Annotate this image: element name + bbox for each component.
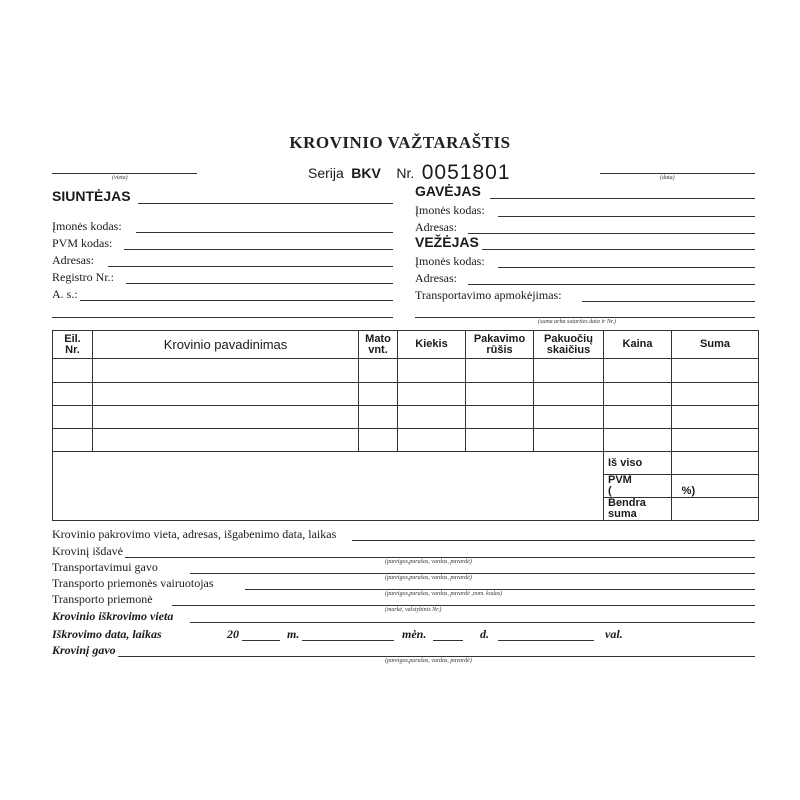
receiver-address-label: Adresas:	[415, 220, 457, 234]
unloading-place-line[interactable]	[190, 622, 755, 623]
total-value[interactable]	[672, 452, 759, 475]
vehicle-line[interactable]	[172, 605, 755, 606]
sender-address-line[interactable]	[108, 266, 393, 267]
received-for-transport-caption: (pareigos,parašas, vardas, pavardė)	[385, 575, 472, 581]
loading-place-label: Krovinio pakrovimo vieta, adresas, išgabenimo data, laikas	[52, 527, 337, 541]
month-line[interactable]	[302, 640, 394, 641]
carrier-company-code-label: Įmonės kodas:	[415, 254, 485, 268]
table-row[interactable]	[53, 383, 759, 406]
issued-by-caption: (pareigos,parašas, vardas, pavardė)	[385, 559, 472, 565]
date-caption: (data)	[660, 175, 675, 181]
grand-total-value[interactable]	[672, 498, 759, 521]
year-prefix: 20	[227, 627, 239, 641]
vehicle-caption: (markė, valstybinis Nr.)	[385, 607, 442, 613]
loading-place-line[interactable]	[352, 540, 755, 541]
series-line	[308, 160, 511, 184]
received-for-transport-line[interactable]	[190, 573, 755, 574]
time-line[interactable]	[498, 640, 594, 641]
document-number: 0051801	[421, 161, 511, 184]
document-title: KROVINIO VAŽTARAŠTIS	[289, 133, 511, 152]
col-header-sum: Suma	[672, 331, 759, 359]
sender-registry-label: Registro Nr.:	[52, 270, 114, 284]
goods-table	[52, 330, 759, 521]
carrier-heading: VEŽĖJAS	[415, 234, 479, 250]
sender-vat-code-line[interactable]	[124, 249, 393, 250]
driver-caption: (pareigos,parašas, vardas, pavardė ,nom. kodas)	[385, 591, 503, 597]
transport-payment-extra-line[interactable]	[415, 317, 755, 318]
table-row[interactable]	[53, 429, 759, 452]
vat-label: PVM ( %)	[604, 475, 672, 498]
receiver-heading: GAVĖJAS	[415, 183, 481, 199]
sender-company-code-label: Įmonės kodas:	[52, 219, 122, 233]
table-row[interactable]	[53, 359, 759, 383]
year-suffix: m.	[287, 627, 300, 641]
receiver-company-code-label: Įmonės kodas:	[415, 203, 485, 217]
month-label: mėn.	[402, 627, 427, 641]
transport-payment-label: Transportavimo apmokėjimas:	[415, 288, 562, 302]
col-header-name: Krovinio pavadinimas	[93, 331, 359, 359]
year-line[interactable]	[242, 640, 280, 641]
vat-row	[53, 475, 759, 498]
series-label: Serija	[308, 165, 344, 181]
col-header-price: Kaina	[604, 331, 672, 359]
table-row[interactable]	[53, 406, 759, 429]
sender-heading: SIUNTĖJAS	[52, 188, 131, 204]
grand-total-row	[53, 498, 759, 521]
col-header-eil: Eil. Nr.	[53, 331, 93, 359]
unloading-place-label: Krovinio iškrovimo vieta	[52, 609, 174, 623]
grand-total-label: Bendra suma	[604, 498, 672, 521]
received-for-transport-label: Transportavimui gavo	[52, 560, 158, 574]
place-caption: (vieta)	[112, 175, 128, 181]
driver-line[interactable]	[245, 589, 755, 590]
col-header-quantity: Kiekis	[398, 331, 466, 359]
received-by-caption: (pareigos,parašas, vardas, pavardė)	[385, 658, 472, 664]
col-header-package-count: Pakuočių skaičius	[534, 331, 604, 359]
issued-by-label: Krovinį išdavė	[52, 544, 123, 558]
sender-registry-line[interactable]	[126, 283, 393, 284]
carrier-address-line[interactable]	[468, 284, 755, 285]
driver-label: Transporto priemonės vairuotojas	[52, 576, 214, 590]
col-header-unit: Mato vnt.	[359, 331, 398, 359]
unloading-date-label: Iškrovimo data, laikas	[52, 627, 162, 641]
received-by-line[interactable]	[118, 656, 755, 657]
time-label: val.	[605, 627, 623, 641]
carrier-company-code-line[interactable]	[498, 267, 755, 268]
issued-by-line[interactable]	[125, 557, 755, 558]
series-value: BKV	[351, 165, 381, 181]
sender-line[interactable]	[138, 203, 393, 204]
day-label: d.	[480, 627, 489, 641]
sender-account-line[interactable]	[80, 300, 393, 301]
table-header-row	[53, 331, 759, 359]
received-by-label: Krovinį gavo	[52, 643, 116, 657]
total-label: Iš viso	[604, 452, 672, 475]
total-row	[53, 452, 759, 475]
vehicle-label: Transporto priemonė	[52, 592, 153, 606]
sender-account-label: A. s.:	[52, 287, 78, 301]
sender-vat-code-label: PVM kodas:	[52, 236, 113, 250]
number-label: Nr.	[396, 165, 415, 181]
receiver-address-line[interactable]	[468, 233, 755, 234]
transport-payment-line[interactable]	[582, 301, 755, 302]
amount-caption: (suma arba sutarties data ir Nr.)	[538, 319, 617, 325]
sender-company-code-line[interactable]	[136, 232, 393, 233]
carrier-address-label: Adresas:	[415, 271, 457, 285]
sender-extra-line[interactable]	[52, 317, 393, 318]
sender-address-label: Adresas:	[52, 253, 94, 267]
col-header-packing-type: Pakavimo rūšis	[466, 331, 534, 359]
receiver-company-code-line[interactable]	[498, 216, 755, 217]
date-line[interactable]	[600, 173, 755, 174]
day-line[interactable]	[433, 640, 463, 641]
carrier-line[interactable]	[482, 249, 755, 250]
place-line[interactable]	[52, 173, 197, 174]
receiver-line[interactable]	[490, 198, 755, 199]
